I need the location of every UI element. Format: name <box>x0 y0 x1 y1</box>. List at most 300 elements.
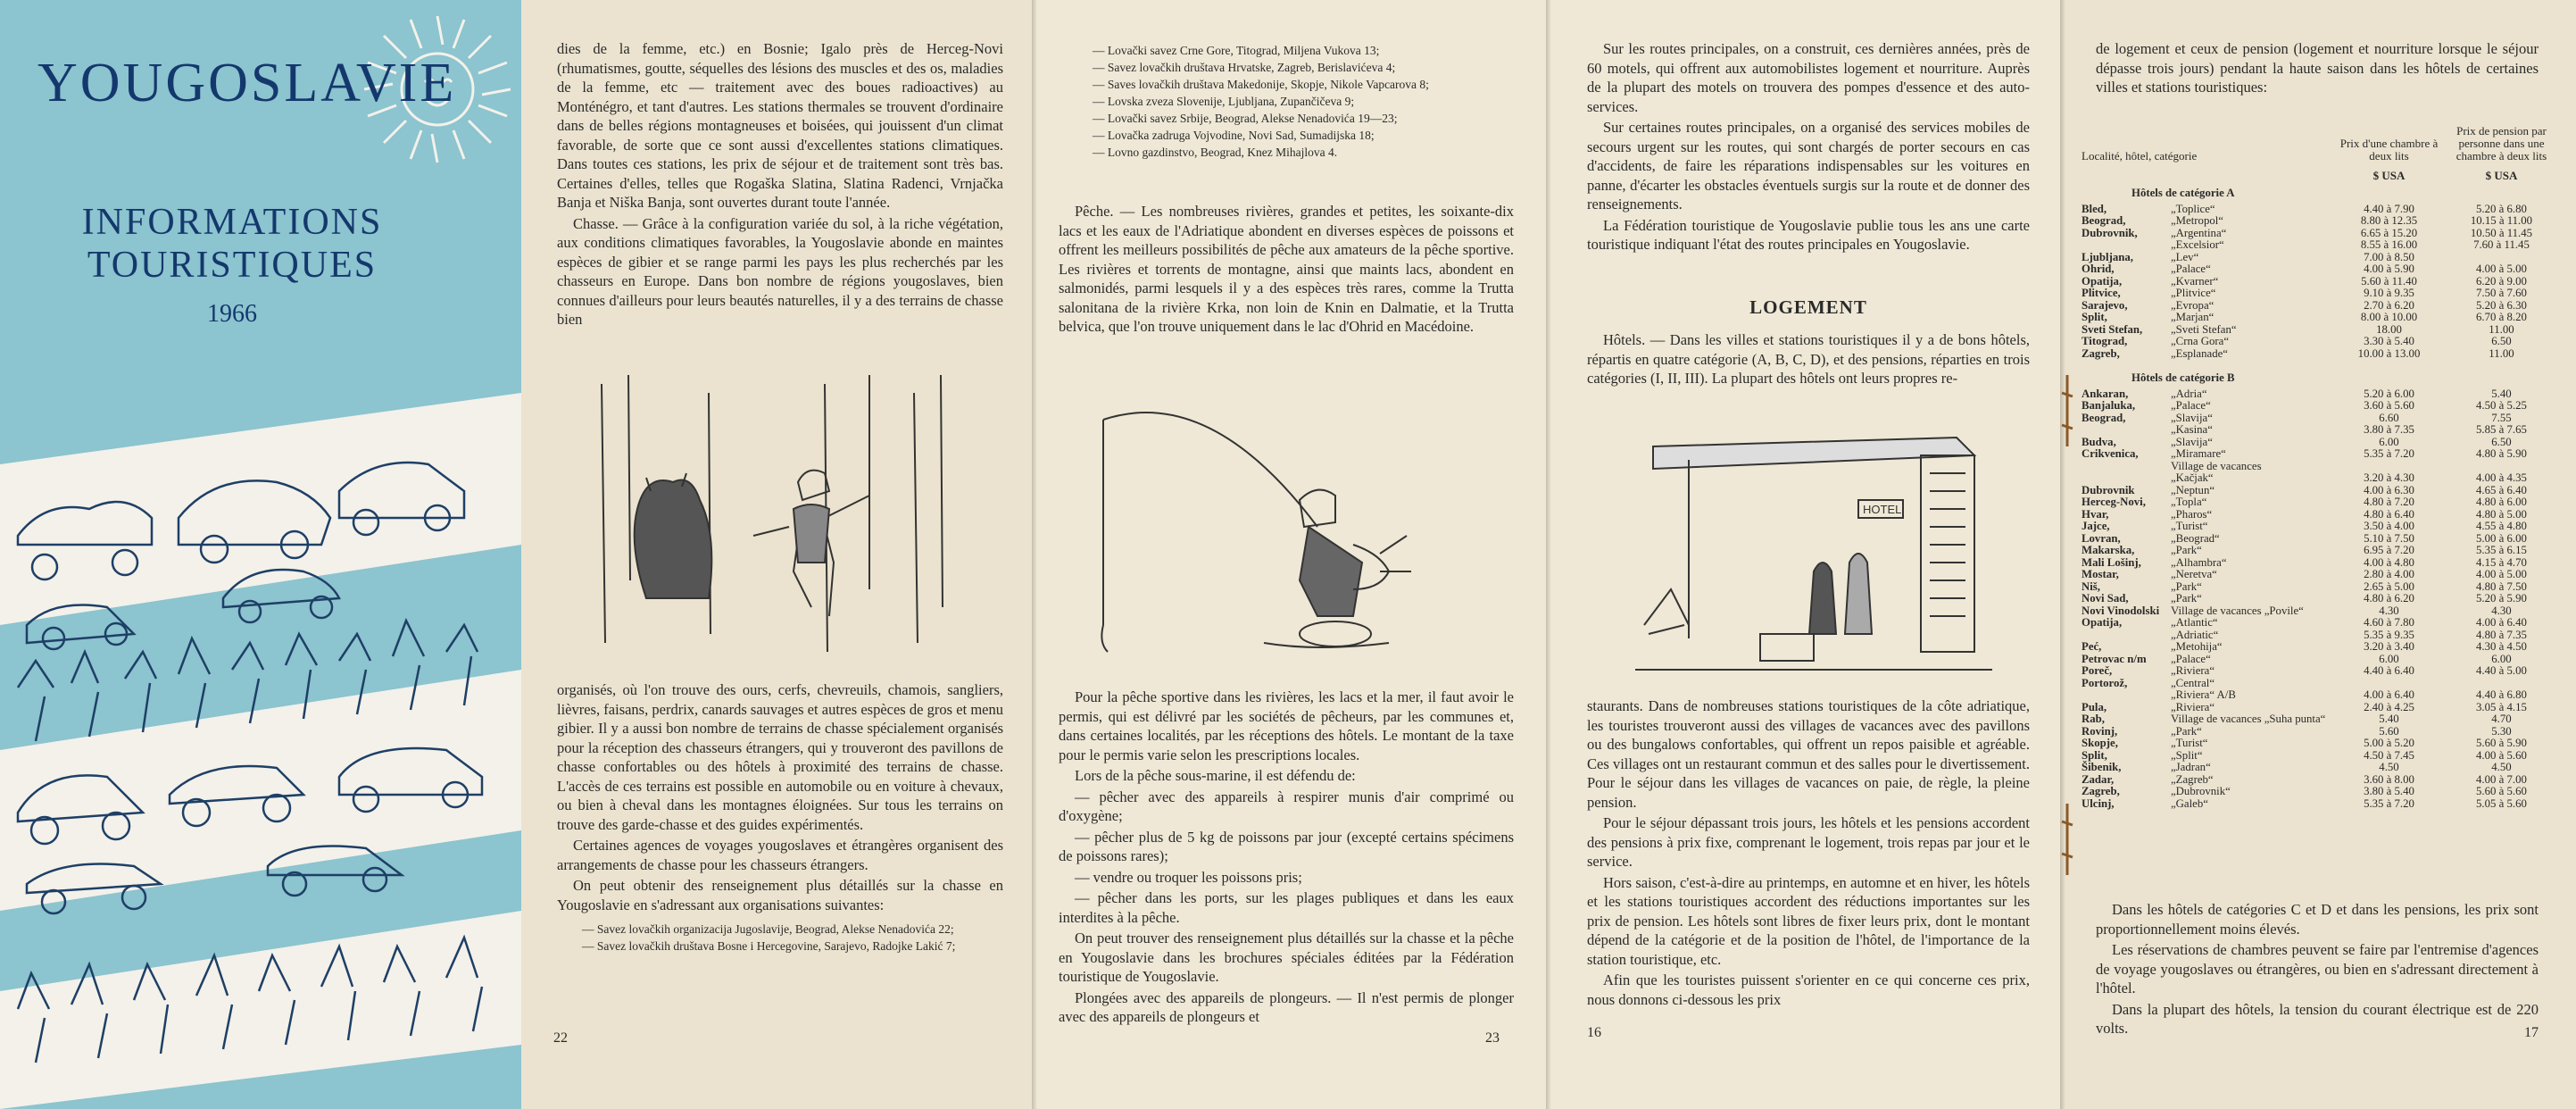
room-price-cell: 3.20 à 3.40 <box>2364 640 2414 653</box>
table-row <box>2078 545 2560 557</box>
hotel-cell: „Zagreb“ <box>2171 772 2214 786</box>
room-price-cell: 6.00 <box>2379 652 2399 665</box>
page-fold <box>2060 0 2065 1109</box>
hotel-cell: „Slavija“ <box>2171 411 2213 424</box>
table-row <box>2078 336 2560 348</box>
hotel-cell: „Neptun“ <box>2171 483 2215 496</box>
pension-price-cell: 5.20 à 6.80 <box>2476 202 2527 215</box>
place-cell: Petrovac n/m <box>2082 652 2147 665</box>
hotel-cell: „Jadran“ <box>2171 761 2211 773</box>
room-price-cell: 4.00 à 4.80 <box>2364 555 2414 569</box>
page-number: 17 <box>2524 1025 2539 1040</box>
place-cell: Zagreb, <box>2082 785 2120 797</box>
place-cell: Banjaluka, <box>2082 399 2136 412</box>
pension-price-cell: 5.40 <box>2491 387 2512 400</box>
currency-label: $ USA <box>2372 169 2406 182</box>
currency-label: $ USA <box>2485 169 2518 182</box>
hotel-cell: „Palace“ <box>2171 399 2211 412</box>
room-price-cell: 18.00 <box>2376 322 2402 336</box>
pension-price-cell: 4.40 à 5.00 <box>2476 664 2527 677</box>
place-cell: Zadar, <box>2082 772 2115 786</box>
category-title: Hôtels de catégorie B <box>2131 371 2235 384</box>
table-row <box>2078 750 2560 763</box>
place-cell: Rab, <box>2082 713 2105 725</box>
place-cell: Ohrid, <box>2082 263 2115 275</box>
paragraph: Chasse. — Grâce à la configuration variée du sol, à la riche végétation, aux conditions climatiques favorables, la Yougoslavie abonde en maintes espèces de gibier et se range parmi les pays les plus recherchés par les chasseurs en Europe. Dans bon nombre de régions yougoslaves, bien connues d'ailleurs pour leurs beautés naturelles, il y a des terrains de chasse bien <box>557 214 1003 328</box>
place-cell: Bled, <box>2082 202 2107 215</box>
room-price-cell: 4.50 <box>2379 761 2399 773</box>
cover-title: YOUGOSLAVIE <box>37 53 457 113</box>
place-hotel-cell <box>2078 689 2335 702</box>
pension-price-cell: 4.00 à 5.00 <box>2476 568 2527 580</box>
paragraph: Pour la pêche sportive dans les rivières, les lacs et la mer, il faut avoir le permis, qui est délivré par les sociétés de pêcheurs, par les communes et, dans certaines localités, par les réceptions des hôtels. Le montant de la taxe pour le permis varie selon les prescriptions locales. <box>1059 688 1514 763</box>
page-fold <box>1546 0 1551 1109</box>
room-price-cell: 4.80 à 7.20 <box>2364 496 2414 508</box>
room-price-cell: 9.10 à 9.35 <box>2364 287 2414 299</box>
hotel-cell: „Lev“ <box>2171 250 2199 263</box>
column-header: Localité, hôtel, catégorie <box>2082 149 2198 163</box>
table-row <box>2078 252 2560 264</box>
hotel-cell: „Kasina“ <box>2171 423 2213 436</box>
table-row <box>2078 630 2560 642</box>
place-hotel-cell <box>2078 288 2335 300</box>
pension-price-cell: 4.80 à 6.00 <box>2476 496 2527 508</box>
page22-bottom-text <box>557 680 1003 955</box>
place-hotel-cell <box>2078 750 2335 763</box>
hotel-illustration <box>1635 420 1992 688</box>
hotel-cell: „Sveti Stefan“ <box>2171 322 2237 336</box>
hotel-cell: „Turist“ <box>2171 737 2208 749</box>
paragraph: Sur les routes principales, on a construit, ces dernières années, près de 60 motels, qui offrent aux automobilistes logement et nourriture. Auprès de la plupart des motels on trouvera des pompes d'essence et des auto-services. <box>1587 40 2030 115</box>
hunter-bear-illustration <box>575 375 968 661</box>
hotel-cell: „Galeb“ <box>2171 796 2208 810</box>
hotel-cell: „Riviera“ <box>2171 700 2215 713</box>
room-price-cell: 6.00 <box>2379 435 2399 448</box>
place-cell: Opatija, <box>2082 616 2123 629</box>
room-price-cell: 3.80 à 7.35 <box>2364 423 2414 436</box>
table-row <box>2078 485 2560 497</box>
pension-price-cell: 7.55 <box>2491 411 2512 424</box>
place-cell: Hvar, <box>2082 507 2109 521</box>
paragraph: Dans les hôtels de catégories C et D et dans les pensions, les prix sont proportionnellement moins élevés. <box>2096 901 2539 938</box>
room-price-cell: 3.20 à 4.30 <box>2364 471 2414 484</box>
room-price-cell: 3.30 à 5.40 <box>2364 335 2414 347</box>
place-hotel-cell <box>2078 336 2335 348</box>
section-heading: LOGEMENT <box>1749 296 1867 318</box>
table-row <box>2078 400 2560 413</box>
room-price-cell: 5.40 <box>2379 713 2399 725</box>
place-hotel-cell <box>2078 533 2335 546</box>
table-row <box>2078 533 2560 546</box>
paragraph: Lors de la pêche sous-marine, il est défendu de: <box>1075 767 1356 784</box>
pension-price-cell: 4.40 à 6.80 <box>2476 688 2527 701</box>
room-price-cell: 3.80 à 5.40 <box>2364 785 2414 797</box>
place-cell: Makarska, <box>2082 544 2135 556</box>
place-hotel-cell <box>2078 630 2335 642</box>
hotel-cell: „Split“ <box>2171 748 2203 762</box>
table-row <box>2078 689 2560 702</box>
place-cell: Poreč, <box>2082 664 2113 677</box>
pension-price-cell <box>2443 252 2560 264</box>
hotel-cell: „Neretva“ <box>2171 568 2217 580</box>
pension-price-cell: 4.55 à 4.80 <box>2476 520 2527 532</box>
hotel-cell: „Palace“ <box>2171 263 2211 275</box>
table-row <box>2078 204 2560 216</box>
place-hotel-cell <box>2078 461 2335 473</box>
place-hotel-cell <box>2078 774 2335 787</box>
place-hotel-cell <box>2078 521 2335 533</box>
place-hotel-cell <box>2078 413 2335 425</box>
place-cell: Ljubljana, <box>2082 250 2133 263</box>
table-row <box>2078 738 2560 750</box>
place-hotel-cell <box>2078 448 2335 461</box>
table-row <box>2078 521 2560 533</box>
hotel-cell: „Beograd“ <box>2171 531 2220 545</box>
room-price-cell: 4.50 à 7.45 <box>2364 748 2414 762</box>
place-cell: Sarajevo, <box>2082 298 2128 312</box>
place-hotel-cell <box>2078 324 2335 337</box>
hotel-cell: „Topla“ <box>2171 496 2207 508</box>
table-row <box>2078 472 2560 485</box>
table-row <box>2078 509 2560 521</box>
place-hotel-cell <box>2078 786 2335 798</box>
room-price-cell: 7.00 à 8.50 <box>2364 250 2414 263</box>
hotel-cell: „Riviera“ <box>2171 664 2215 677</box>
cover-subtitle <box>54 201 411 287</box>
place-cell: Opatija, <box>2082 274 2123 288</box>
cover-subtitle-line1: INFORMATIONS <box>81 202 383 243</box>
pension-price-cell: 4.00 à 7.00 <box>2476 772 2527 786</box>
place-cell: Lovran, <box>2082 531 2121 545</box>
room-price-cell: 4.80 à 6.20 <box>2364 592 2414 605</box>
page-23 <box>1032 0 1546 1109</box>
room-price-cell: 5.35 à 7.20 <box>2364 447 2414 460</box>
hotel-cell: „Crna Gora“ <box>2171 335 2230 347</box>
place-cell: Beograd, <box>2082 214 2126 227</box>
pension-price-cell: 3.05 à 4.15 <box>2476 700 2527 713</box>
room-price-cell: 5.35 à 9.35 <box>2364 628 2414 641</box>
table-row <box>2078 461 2560 473</box>
table-row <box>2078 288 2560 300</box>
list-item: — vendre ou troquer les poissons pris; <box>1075 868 1302 886</box>
category-title: Hôtels de catégorie A <box>2131 187 2235 199</box>
paragraph: Pêche. — Les nombreuses rivières, grandes et petites, les soixante-dix lacs et les eaux de l'Adriatique abondent en diverses espèces de poissons et offrent les meilleurs possibilités de pêche aux amateurs de la pêche sportive. Les rivières et torrents de montagne, ainsi que maints lacs, abondent en salmonidés, parmi lesquels il y a des espèces très rares, comme la Trutta salonitana de la rivière Krka, non loin de Knin en Dalmatie, et la Trutta belvica, que l'on trouve uniquement dans le lac d'Ohrid en Macédoine. <box>1059 203 1514 335</box>
paragraph: dies de la femme, etc.) en Bosnie; Igalo près de Herceg-Novi (rhumatismes, goutte, séquelles des lésions des muscles et des os, maladies de la femme, etc — traitement avec des boues radioactives) au Monténégro, et tant d'autres. Les stations thermales se trouvent d'ordinaire dans de belles régions montagneuses et boisées, qui jouissent d'un climat favorable, de sorte que ce sont aussi d'excellentes stations climatiques. Dans toutes ces stations, les prix de séjour et de traitement sont très bas. Certaines d'elles, telles que Rogaška Slatina, Slatina Radenci, Vrnjačka Banja et Niška Banja, sont ouvertes durant toute l'année. <box>557 40 1003 211</box>
room-price-cell <box>2335 461 2443 473</box>
place-cell: Mostar, <box>2082 568 2119 580</box>
room-price-cell: 6.65 à 15.20 <box>2360 226 2418 239</box>
room-price-cell: 4.00 à 6.30 <box>2364 483 2414 496</box>
hotel-cell: „Pharos“ <box>2171 507 2213 521</box>
table-row <box>2078 496 2560 509</box>
table-row <box>2078 348 2560 361</box>
place-hotel-cell <box>2078 252 2335 264</box>
pension-price-cell <box>2443 461 2560 473</box>
pension-price-cell: 6.50 <box>2491 435 2512 448</box>
hotel-sign: HOTEL <box>1863 503 1902 516</box>
table-row <box>2078 388 2560 401</box>
page-16 <box>1546 0 2060 1109</box>
table-row <box>2078 641 2560 654</box>
place-hotel-cell <box>2078 239 2335 252</box>
room-price-cell: 6.60 <box>2379 411 2399 424</box>
place-cell: Plitvice, <box>2082 287 2121 299</box>
room-price-cell: 4.00 à 6.40 <box>2364 688 2414 701</box>
room-price-cell: 5.60 à 11.40 <box>2361 274 2417 288</box>
pension-price-cell: 11.00 <box>2489 322 2514 336</box>
table-row <box>2078 798 2560 811</box>
hotel-cell: „Metropol“ <box>2171 214 2223 227</box>
hotel-cell: „Adriatic“ <box>2171 628 2219 641</box>
table-row <box>2078 569 2560 581</box>
place-hotel-cell <box>2078 400 2335 413</box>
place-cell: Sveti Stefan, <box>2082 322 2143 336</box>
hotel-cell: „Evropa“ <box>2171 298 2215 312</box>
place-hotel-cell <box>2078 702 2335 714</box>
cover-illustration <box>0 330 521 1109</box>
paragraph: Afin que les touristes puissent s'orienter en ce qui concerne ces prix, nous donnons ci-dessous les prix <box>1587 971 2030 1008</box>
paragraph: La Fédération touristique de Yougoslavie publie tous les ans une carte touristique indiquant l'état des routes principales en Yougoslavie. <box>1587 216 2030 253</box>
pension-price-cell: 5.30 <box>2491 724 2512 738</box>
place-hotel-cell <box>2078 312 2335 324</box>
place-hotel-cell <box>2078 215 2335 228</box>
pension-price-cell: 5.20 à 6.30 <box>2476 298 2527 312</box>
table-row <box>2078 654 2560 666</box>
place-hotel-cell <box>2078 348 2335 361</box>
table-row <box>2078 702 2560 714</box>
page-number: 23 <box>1485 1030 1500 1046</box>
place-cell: Šibenik, <box>2082 761 2122 773</box>
hotel-cell: „Marjan“ <box>2171 311 2215 323</box>
place-hotel-cell <box>2078 204 2335 216</box>
hotel-cell: „Esplanade“ <box>2171 346 2228 360</box>
pension-price-cell: 4.80 à 5.90 <box>2476 447 2527 460</box>
place-hotel-cell <box>2078 641 2335 654</box>
place-cell: Beograd, <box>2082 411 2126 424</box>
pension-price-cell: 4.00 à 5.00 <box>2476 263 2527 275</box>
place-cell: Titograd, <box>2082 335 2128 347</box>
place-cell: Portorož, <box>2082 676 2128 689</box>
pension-price-cell: 4.30 à 4.50 <box>2476 640 2527 653</box>
room-price-cell: 5.10 à 7.50 <box>2364 531 2414 545</box>
hotel-cell: „Park“ <box>2171 724 2202 738</box>
list-item: — Lovački savez Crne Gore, Titograd, Miljena Vukova 13; <box>1093 44 1380 57</box>
hotel-cell: „Slavija“ <box>2171 435 2213 448</box>
room-price-cell: 4.40 à 6.40 <box>2364 664 2414 677</box>
paragraph: de logement et ceux de pension (logement et nourriture lorsque le séjour dépasse trois jours) pendant la haute saison dans les hôtels de certaines villes et stations touristiques: <box>2096 40 2539 96</box>
page17-intro <box>2096 39 2539 99</box>
list-item: — pêcher plus de 5 kg de poissons par jour (excepté certains spécimens de poissons rares); <box>1059 828 1514 864</box>
hotel-cell: „Kvarner“ <box>2171 274 2219 288</box>
place-cell: Zagreb, <box>2082 346 2120 360</box>
hotel-cell: Village de vacances „Suha punta“ <box>2171 713 2326 725</box>
pension-price-cell: 4.50 à 5.25 <box>2476 399 2527 412</box>
table-row <box>2078 312 2560 324</box>
room-price-cell: 5.35 à 7.20 <box>2364 796 2414 810</box>
list-item: — pêcher avec des appareils à respirer munis d'air comprimé ou d'oxygène; <box>1059 788 1514 824</box>
list-item: — Lovno gazdinstvo, Beograd, Knez Mihajlova 4. <box>1093 146 1338 159</box>
room-price-cell: 5.60 <box>2379 724 2399 738</box>
table-header-row <box>2078 125 2560 163</box>
place-hotel-cell <box>2078 713 2335 726</box>
room-price-cell: 4.80 à 6.40 <box>2364 507 2414 521</box>
hotel-cell: „Miramare“ <box>2171 447 2226 460</box>
room-price-cell: 10.00 à 13.00 <box>2357 346 2421 360</box>
table-row <box>2078 424 2560 437</box>
room-price-cell: 3.50 à 4.00 <box>2364 520 2414 532</box>
table-row <box>2078 678 2560 690</box>
place-cell: Split, <box>2082 748 2107 762</box>
room-price-cell <box>2335 678 2443 690</box>
pension-price-cell: 5.60 à 5.60 <box>2476 785 2527 797</box>
paragraph: organisés, où l'on trouve des ours, cerfs, chevreuils, chamois, sangliers, lièvres, faisans, perdrix, canards sauvages et autres espèces de gros et menu gibier. Il y a aussi bon nombre de terrains de chasse spécialement organisés pour la réception des chasseurs étrangers, qui y trouveront des pavillons de chasse confortables ou des hôtels à proximité des terrains de chasse. L'accès de ces terrains est possible en automobile ou en voiture à chevaux, ou bien à cheval dans les montagnes éloignées. Sur tous les terrains on trouve des garde-chasse et des guides expérimentés. <box>557 681 1003 833</box>
pension-price-cell: 4.15 à 4.70 <box>2476 555 2527 569</box>
table-row <box>2078 413 2560 425</box>
pension-price-cell: 6.00 <box>2491 652 2512 665</box>
place-cell: Dubrovnik <box>2082 483 2135 496</box>
place-hotel-cell <box>2078 726 2335 738</box>
table-row <box>2078 665 2560 678</box>
place-hotel-cell <box>2078 654 2335 666</box>
list-item: — Lovački savez Srbije, Beograd, Alekse Nenadovića 19—23; <box>1093 112 1398 125</box>
place-cell: Budva, <box>2082 435 2116 448</box>
place-hotel-cell <box>2078 263 2335 276</box>
hotel-cell: „Excelsior“ <box>2171 238 2224 251</box>
room-price-cell: 5.00 à 5.20 <box>2364 737 2414 749</box>
pension-price-cell: 7.50 à 7.60 <box>2476 287 2527 299</box>
pension-price-cell: 4.00 à 4.35 <box>2476 471 2527 484</box>
pension-price-cell: 6.50 <box>2491 335 2512 347</box>
organisation-list <box>582 921 1003 954</box>
room-price-cell: 4.40 à 7.90 <box>2364 202 2414 215</box>
list-item: — Savez lovačkih društava Hrvatske, Zagreb, Berislavićeva 4; <box>1093 61 1396 74</box>
page16-bottom-text <box>1587 696 2030 1011</box>
paragraph: Plongées avec des appareils de plongeurs. — Il n'est permis de plonger avec des appareils de plongeurs et <box>1059 988 1514 1025</box>
place-cell: Crikvenica, <box>2082 447 2139 460</box>
cover-subtitle-line2: TOURISTIQUES <box>87 245 378 286</box>
hotel-cell: Village de vacances <box>2171 459 2262 472</box>
page23-top-text <box>1059 202 1514 338</box>
room-price-cell: 4.30 <box>2379 604 2399 617</box>
room-price-cell: 4.00 à 5.90 <box>2364 263 2414 275</box>
place-hotel-cell <box>2078 276 2335 288</box>
place-hotel-cell <box>2078 424 2335 437</box>
pension-price-cell: 6.20 à 9.00 <box>2476 274 2527 288</box>
page22-top-text <box>557 39 1003 331</box>
table-row <box>2078 215 2560 228</box>
place-hotel-cell <box>2078 738 2335 750</box>
room-price-cell: 2.80 à 4.00 <box>2364 568 2414 580</box>
hotel-cell: „Argentina“ <box>2171 226 2227 239</box>
pension-price-cell: 5.35 à 6.15 <box>2476 544 2527 556</box>
hotel-cell: „Metohija“ <box>2171 640 2223 653</box>
currency-row <box>2078 163 2560 182</box>
stitch-icon <box>2060 375 2074 446</box>
hotel-cell: „Central“ <box>2171 676 2215 689</box>
list-item: — Savez lovačkih društava Bosne i Hercegovine, Sarajevo, Radojke Lakić 7; <box>582 939 956 953</box>
pension-price-cell: 5.85 à 7.65 <box>2476 423 2527 436</box>
page-fold <box>1032 0 1037 1109</box>
hotel-cell: „Riviera“ A/B <box>2171 688 2236 701</box>
place-cell: Herceg-Novi, <box>2082 496 2146 508</box>
table-row <box>2078 276 2560 288</box>
table-row <box>2078 437 2560 449</box>
place-cell: Pula, <box>2082 700 2107 713</box>
hotel-cell: „Atlantic“ <box>2171 616 2218 629</box>
table-row <box>2078 581 2560 594</box>
table-row <box>2078 300 2560 313</box>
cover-panel <box>0 0 521 1109</box>
place-cell: Rovinj, <box>2082 724 2118 738</box>
place-cell: Split, <box>2082 311 2107 323</box>
place-cell: Mali Lošinj, <box>2082 555 2141 569</box>
page16-hotels-text <box>1587 330 2030 390</box>
room-price-cell: 8.00 à 10.00 <box>2360 311 2418 323</box>
place-hotel-cell <box>2078 593 2335 605</box>
place-cell: Ankaran, <box>2082 387 2129 400</box>
room-price-cell: 3.60 à 8.00 <box>2364 772 2414 786</box>
place-hotel-cell <box>2078 557 2335 570</box>
room-price-cell: 3.60 à 5.60 <box>2364 399 2414 412</box>
pension-price-cell: 11.00 <box>2489 346 2514 360</box>
pension-price-cell: 5.00 à 6.00 <box>2476 531 2527 545</box>
place-hotel-cell <box>2078 496 2335 509</box>
place-cell: Jajce, <box>2082 520 2110 532</box>
pension-price-cell: 7.60 à 11.45 <box>2473 238 2530 251</box>
list-item: — Lovačka zadruga Vojvodine, Novi Sad, Sumadijska 18; <box>1093 129 1375 142</box>
hotel-cell: „Plitvice“ <box>2171 287 2216 299</box>
list-item: — Saves lovačkih društava Makedonije, Skopje, Nikole Vapcarova 8; <box>1093 78 1429 91</box>
paragraph: On peut trouver des renseignement plus détaillés sur la chasse et la pêche en Yougoslavie dans les brochures spéciales éditées par la Fédération touristique de Yougoslavie. <box>1059 930 1514 985</box>
paragraph: Dans la plupart des hôtels, la tension du courant électrique est de 220 volts. <box>2096 1000 2539 1037</box>
list-item: — Savez lovačkih organizacija Jugoslavije, Beograd, Alekse Nenadovića 22; <box>582 922 954 936</box>
pension-price-cell: 4.50 <box>2491 761 2512 773</box>
place-hotel-cell <box>2078 569 2335 581</box>
place-hotel-cell <box>2078 472 2335 485</box>
paragraph: Sur certaines routes principales, on a organisé des services mobiles de secours urgent sur les routes, qui sont chargés de porter secours en cas d'accidents, de faire les réparations indispensables sur les voitures en panne, d'écarter les obstacles éventuels surgis sur la route et de donner des renseignements. <box>1587 119 2030 213</box>
pension-price-cell: 5.20 à 5.90 <box>2476 592 2527 605</box>
hotel-price-table <box>2078 125 2560 810</box>
organisation-list <box>1093 43 1512 162</box>
place-hotel-cell <box>2078 437 2335 449</box>
page-22 <box>521 0 1032 1109</box>
paragraph: Hôtels. — Dans les villes et stations touristiques il y a de bons hôtels, répartis en quatre catégorie (A, B, C, D), et des pensions, réparties en trois catégories (I, II, III). La plupart des hôtels ont leurs propres re- <box>1587 331 2030 387</box>
hotel-cell: „Park“ <box>2171 592 2202 605</box>
hotel-cell: „Park“ <box>2171 580 2202 593</box>
paragraph: On peut obtenir des renseignement plus détaillés sur la chasse en Yougoslavie en s'adressant aux organisations suivantes: <box>557 877 1003 913</box>
place-hotel-cell <box>2078 678 2335 690</box>
pension-price-cell: 10.50 à 11.45 <box>2470 226 2533 239</box>
place-hotel-cell <box>2078 388 2335 401</box>
table-row <box>2078 593 2560 605</box>
list-item: — pêcher dans les ports, sur les plages publiques et dans les eaux interdites à la pêche. <box>1059 889 1514 926</box>
place-cell: Novi Vinodolski <box>2082 604 2160 617</box>
pension-price-cell <box>2443 678 2560 690</box>
hotel-cell: „Alhambra“ <box>2171 555 2227 569</box>
room-price-cell: 2.65 à 5.00 <box>2364 580 2414 593</box>
hotel-cell: „Park“ <box>2171 544 2202 556</box>
paragraph: Certaines agences de voyages yougoslaves et étrangères organisent des arrangements de chasse pour les chasseurs étrangers. <box>557 837 1003 873</box>
room-price-cell: 2.40 à 4.25 <box>2364 700 2414 713</box>
place-cell: Ulcinj, <box>2082 796 2115 810</box>
pension-price-cell: 5.60 à 5.90 <box>2476 737 2527 749</box>
place-hotel-cell <box>2078 300 2335 313</box>
table-row <box>2078 762 2560 774</box>
table-row <box>2078 786 2560 798</box>
place-cell: Peć, <box>2082 640 2102 653</box>
pension-price-cell: 6.70 à 8.20 <box>2476 311 2527 323</box>
column-header: Prix d'une chambre à deux lits <box>2339 137 2439 163</box>
